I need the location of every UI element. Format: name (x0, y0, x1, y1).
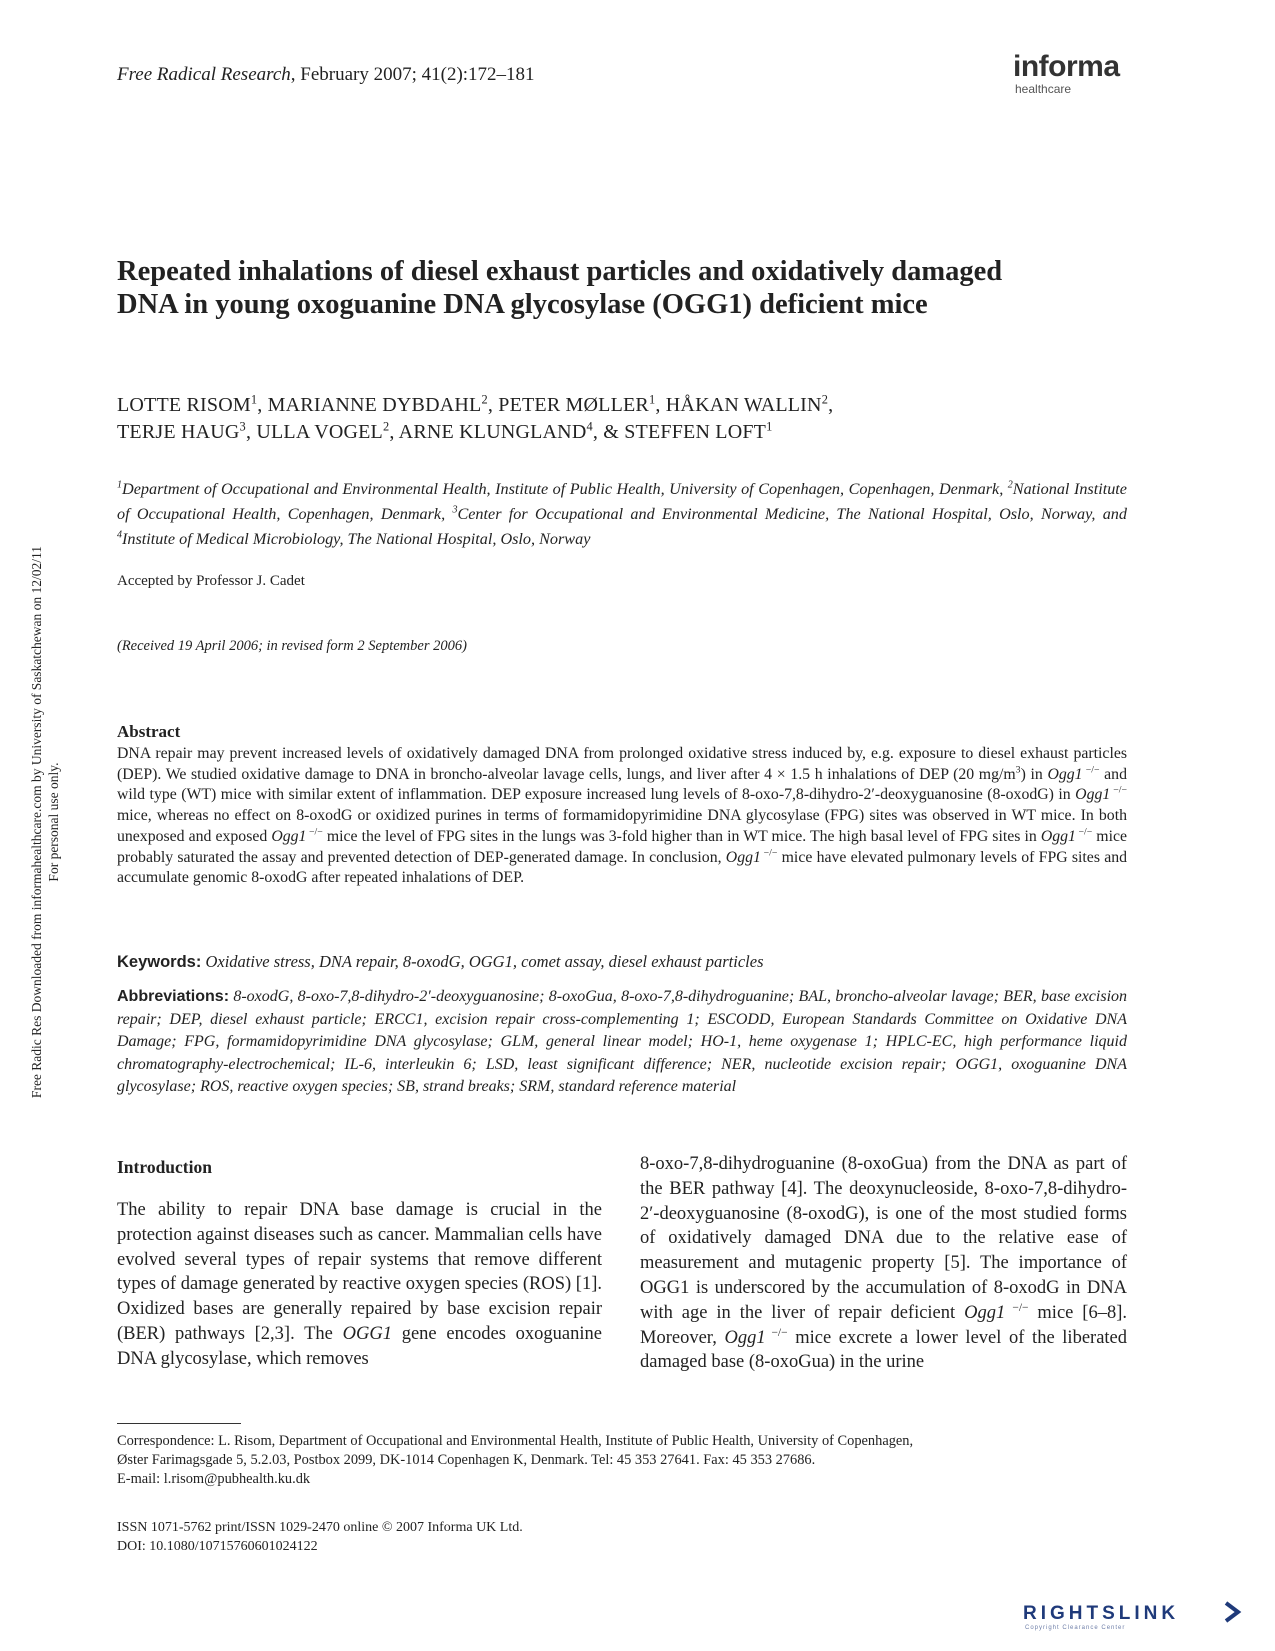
body-text: mice [6–8]. Moreover, (640, 1302, 1127, 1348)
abstract-body (117, 744, 1127, 889)
author-name: , HÅKAN WALLIN (655, 394, 822, 416)
abbreviations (117, 986, 1127, 1099)
author-name: , ARNE KLUNGLAND (389, 421, 587, 443)
author-list (117, 392, 1127, 446)
correspondence (117, 1432, 1127, 1489)
correspondence-line: Correspondence: L. Risom, Department of Occupational and Environmental Health, Institute of Public Health, University of Copenhagen, (117, 1433, 914, 1449)
author-line-1 (117, 392, 1127, 419)
watermark-line-1: Free Radic Res Downloaded from informahealthcare.com by University of Saskatchewan on 12/02/11 (29, 545, 44, 1099)
author-name: , MARIANNE DYBDAHL (257, 394, 482, 416)
abstract-text: mice have elevated pulmonary levels of FPG sites and accumulate genomic 8-oxodG after repeated inhalations of DEP. (117, 848, 1128, 887)
correspondence-email: E-mail: l.risom@pubhealth.ku.dk (117, 1471, 311, 1487)
affiliation-mark: 2 (481, 392, 488, 407)
title-line-2: DNA in young oxoguanine DNA glycosylase (OGG1) deficient mice (117, 289, 928, 320)
abstract-text: mice the level of FPG sites in the lungs was 3-fold higher than in WT mice. The high basal level of FPG sites in (322, 827, 1041, 845)
introduction-heading: Introduction (117, 1157, 212, 1177)
affiliation-mark: 2 (821, 392, 829, 407)
intro-column-2 (640, 1152, 1127, 1375)
abbreviations-label: Abbreviations: (117, 988, 230, 1005)
superscript: 3 (1015, 764, 1021, 776)
affiliation-mark: 3 (239, 419, 246, 434)
rightslink-logo[interactable]: RIGHTSLINK (1023, 1603, 1180, 1624)
issn: ISSN 1071-5762 print/ISSN 1029-2470 online © 2007 Informa UK Ltd. (117, 1520, 523, 1535)
affiliation-text: Department of Occupational and Environmental Health, Institute of Public Health, University of Copenhagen, Copenhagen, Denmark, (122, 480, 1008, 498)
keywords-text: Oxidative stress, DNA repair, 8-oxodG, OGG1, comet assay, diesel exhaust particles (205, 952, 764, 971)
gene-name: Ogg1 (724, 1327, 766, 1348)
author-name: TERJE HAUG (117, 421, 240, 443)
footnote-rule (117, 1423, 241, 1424)
title-line-1: Repeated inhalations of diesel exhaust particles and oxidatively damaged (117, 256, 1003, 287)
journal-issue: , February 2007; 41(2):172–181 (290, 64, 535, 85)
body-text: gene encodes oxoguanine DNA glycosylase, which removes (117, 1323, 602, 1369)
affiliation-mark: 1 (250, 392, 258, 407)
knockout-mark: −/− (1082, 764, 1100, 776)
body-text: mice excrete a lower level of the liberated damaged base (8-oxoGua) in the urine (640, 1327, 1128, 1373)
intro-column-1 (117, 1198, 602, 1372)
abstract-text: ) in (1020, 765, 1048, 783)
affiliation-number: 1 (117, 479, 123, 491)
abstract-text: and wild type (WT) mice with similar extent of inflammation. DEP exposure increased lung levels of 8-oxo-7,8-dihydro-2′-deoxyguanosine (8-oxodG) in (117, 765, 1127, 804)
watermark-line-2: For personal use only. (46, 762, 61, 882)
affiliation-mark: 4 (586, 419, 593, 434)
knockout-mark: −/− (1075, 826, 1093, 838)
correspondence-line: Øster Farimagsgade 5, 5.2.03, Postbox 2099, DK-1014 Copenhagen K, Denmark. Tel: 45 353 27641. Fax: 45 353 27686. (117, 1452, 816, 1468)
journal-name: Free Radical Research (117, 64, 291, 85)
accepted-by: Accepted by Professor J. Cadet (117, 573, 305, 589)
author-line-2 (117, 419, 1127, 446)
affiliation-mark: 1 (766, 419, 773, 434)
rightslink-arrow-icon (1222, 1601, 1242, 1627)
affiliation-text: Center for Occupational and Environmental Medicine, The National Hospital, Oslo, Norway, and (457, 505, 1127, 523)
affiliation-number: 3 (452, 504, 458, 516)
affiliation-mark: 1 (648, 392, 656, 407)
received-dates: (Received 19 April 2006; in revised form 2 September 2006) (117, 638, 467, 654)
affiliation-mark: 2 (382, 419, 390, 434)
knockout-mark: −/− (1110, 785, 1127, 797)
issn-doi (117, 1519, 523, 1556)
gene-name: Ogg1 (964, 1302, 1006, 1323)
author-separator: , (828, 394, 834, 416)
knockout-mark: −/− (1005, 1301, 1029, 1314)
affiliations (117, 477, 1127, 552)
rightslink-subtitle: Copyright Clearance Center (1025, 1625, 1126, 1631)
author-name: , & STEFFEN LOFT (592, 421, 767, 443)
body-text: 8-oxo-7,8-dihydroguanine (8-oxoGua) from the DNA as part of the BER pathway [4]. The deoxynucleoside, 8-oxo-7,8-dihydro-2′-deoxyguanosine (8-oxodG), is one of the most studied forms of oxidatively damaged DNA due to the relative ease of measurement and mutagenic property [5]. The importance of OGG1 is underscored by the accumulation of 8-oxodG in DNA with age in the liver of repair deficient (640, 1154, 1127, 1323)
knockout-mark: −/− (760, 847, 778, 859)
publisher-logo-name: informa (1013, 50, 1120, 83)
keywords (117, 952, 1127, 972)
gene-name: OGG1 (342, 1323, 392, 1344)
gene-name: Ogg1 (725, 848, 761, 866)
download-watermark (28, 482, 62, 1162)
author-name: , PETER MØLLER (487, 394, 649, 416)
gene-name: Ogg1 (1075, 786, 1111, 804)
gene-name: Ogg1 (1047, 765, 1083, 783)
knockout-mark: −/− (306, 826, 323, 838)
author-name: , ULLA VOGEL (245, 421, 383, 443)
affiliation-text: Institute of Medical Microbiology, The National Hospital, Oslo, Norway (122, 530, 591, 548)
affiliation-number: 4 (117, 529, 123, 541)
author-name: LOTTE RISOM (117, 394, 251, 416)
abstract-heading: Abstract (117, 722, 181, 741)
keywords-label: Keywords: (117, 953, 202, 971)
journal-citation (117, 64, 535, 86)
abbreviations-text: 8-oxodG, 8-oxo-7,8-dihydro-2′-deoxyguanosine; 8-oxoGua, 8-oxo-7,8-dihydroguanine; BAL, broncho-alveolar lavage; BER, base excision repair; DEP, diesel exhaust particle; ERCC1, excision repair cross-complementing 1; ESCODD, European Standards Committee on Oxidative DNA Damage; FPG, formamidopyrimidine DNA glycosylase; GLM, general linear model; HO-1, heme oxygenase 1; HPLC-EC, high performance liquid chromatography-electrochemical; IL-6, interleukin 6; LSD, least significant difference; NER, nucleotide excision repair; OGG1, oxoguanine DNA glycosylase; ROS, reactive oxygen species; SB, strand breaks; SRM, standard reference material (117, 988, 1128, 1095)
article-title (117, 255, 1127, 321)
abstract-text: mice, whereas no effect on 8-oxodG or oxidized purines in terms of formamidopyrimidine DNA glycosylase (FPG) sites was observed in WT mice. In both unexposed and exposed (117, 807, 1127, 845)
gene-name: Ogg1 (1040, 827, 1076, 845)
abstract-text: DNA repair may prevent increased levels of oxidatively damaged DNA from prolonged oxidative stress induced by, e.g. exposure to diesel exhaust particles (DEP). We studied oxidative damage to DNA in broncho-alveolar lavage cells, lungs, and liver after 4 × 1.5 h inhalations of DEP (20 mg/m (117, 745, 1127, 783)
publisher-logo-sub: healthcare (1015, 82, 1072, 96)
affiliation-number: 2 (1007, 479, 1013, 491)
gene-name: Ogg1 (271, 827, 307, 845)
affiliation-text: National Institute of Occupational Health, Copenhagen, Denmark, (117, 480, 1127, 523)
doi: DOI: 10.1080/10715760601024122 (117, 1538, 318, 1554)
knockout-mark: −/− (765, 1326, 788, 1339)
publisher-logo (1013, 52, 1120, 96)
abstract-text: mice probably saturated the assay and prevented detection of DEP-generated damage. In conclusion, (117, 827, 1127, 866)
body-text: The ability to repair DNA base damage is crucial in the protection against diseases such as cancer. Mammalian cells have evolved several types of repair systems that remove different types of damage generated by reactive oxygen species (ROS) [1]. Oxidized bases are generally repaired by base excision repair (BER) pathways [2,3]. The (117, 1200, 602, 1344)
